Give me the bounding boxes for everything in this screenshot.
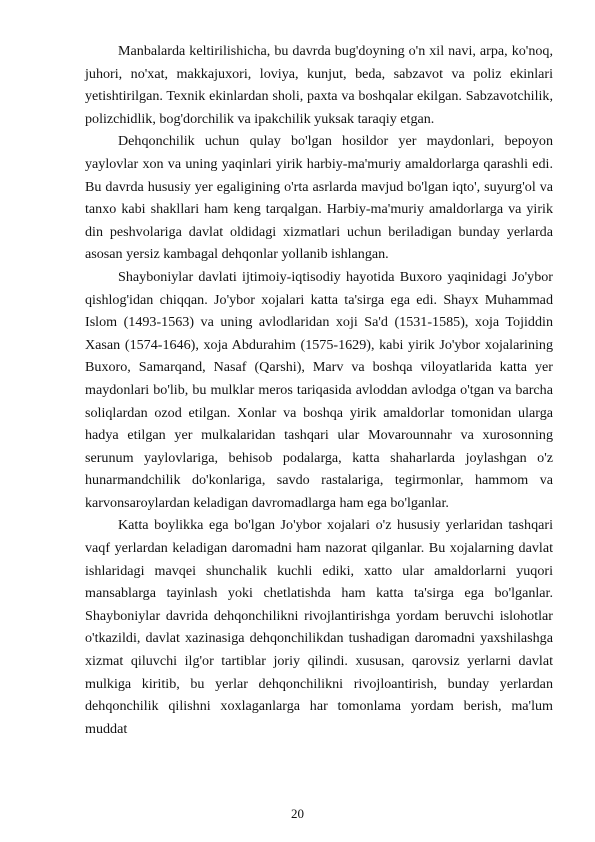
page-number: 20 [291,806,304,821]
paragraph-khojas-influence: Katta boylikka ega bo'lgan Jo'ybor xojalari o'z hususiy yerlaridan tashqari vaqf yerlardan keladigan daromadni ham nazorat qilganlar. Bu xojalarning davlat ishlaridagi mavqei shunchalik kuchli ediki, xatto ular amaldorlarni yuqori mansablarga tayinlash yoki chetlatishda ham katta ta'sirga ega bo'lganlar. Shayboniylar davrida dehqonchilikni rivojlantirishga yordam beruvchi islohotlar o'tkazildi, davlat xazinasiga dehqonchilikdan tushadigan daromadni yaxshilashga xizmat qiluvchi ilg'or tartiblar joriy qilindi. xususan, qarovsiz yerlarni davlat mulkiga kiritib, bu yerlar dehqonchilikni rivojloantirish, bunday yerlardan dehqonchilik qilishni xoxlaganlarga har tomonlama yordam berish, ma'lum muddat [85,517,553,737]
paragraph-crops: Manbalarda keltirilishicha, bu davrda bug'doyning o'n xil navi, arpa, ko'noq, juhori, no'xat, makkajuxori, loviya, kunjut, beda, sabzavot va poliz ekinlari yetishtirilgan. Texnik ekinlardan sholi, paxta va boshqalar ekilgan. Sabzavotchilik, polizchidlik, bog'dorchilik va ipakchilik yuksak taraqiy etgan. [85,43,553,127]
paragraph-land-ownership: Dehqonchilik uchun qulay bo'lgan hosildor yer maydonlari, bepoyon yaylovlar xon va uning yaqinlari yirik harbiy-ma'muriy amaldorlarga qarashli edi. Bu davrda hususiy yer egaligining o'rta asrlarda mavjud bo'lgan iqto', suyurg'ol va tanxo kabi shakllari ham keng tarqalgan. Harbiy-ma'muriy amaldorlarga va yirik din peshvolariga davlat oldidagi xizmatlari uchun beriladigan bunday yerlarda asosan yersiz kambagal dehqonlar yollanib ishlangan. [85,133,553,263]
paragraph-joybor-khojas: Shayboniylar davlati ijtimoiy-iqtisodiy hayotida Buxoro yaqinidagi Jo'ybor qishlog'idan chiqqan. Jo'ybor xojalari katta ta'sirga ega edi. Shayx Muhammad Islom (1493-1563) va uning avlodlaridan xoji Sa'd (1531-1585), xoja Tojiddin Xasan (1574-1646), xoja Abdurahim (1575-1629), kabi yirik Jo'ybor xojalarining Buxoro, Samarqand, Nasaf (Qarshi), Marv va boshqa viloyatlarida katta yer maydonlari bo'lib, bu mulklar meros tariqasida avloddan avlodga o'tgan va barcha soliqlardan ozod etilgan. Xonlar va boshqa yirik amaldorlar tomonidan ularga hadya etilgan yer mulkalaridan tashqari ular Movarounnahr va xurosonning serunum yaylovlariga, behisob podalarga, katta shaharlarda joylashgan o'z hunarmandchilik do'konlariga, savdo rastalariga, tegirmonlar, hammom va karvonsaroylardan keladigan davromadlarga ham ega bo'lganlar. [85,268,553,511]
document-body [85,40,553,740]
